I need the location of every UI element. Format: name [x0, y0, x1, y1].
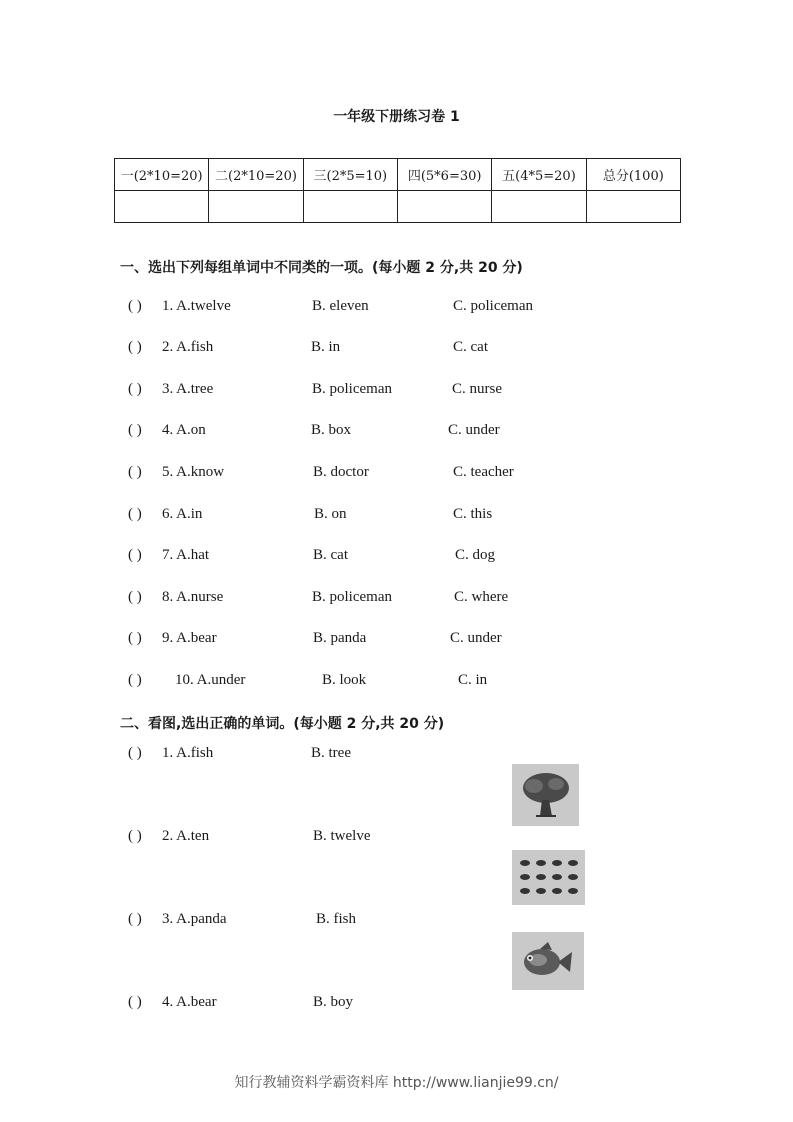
question-row	[128, 911, 588, 931]
answer-blank[interactable]: ( )	[128, 381, 142, 397]
score-entry-cell[interactable]	[115, 191, 209, 223]
option-b: B. twelve	[313, 828, 371, 844]
option-b: B. policeman	[312, 589, 392, 605]
score-entry-cell[interactable]	[492, 191, 586, 223]
option-c: C. this	[453, 506, 493, 522]
question-row	[128, 994, 588, 1014]
option-b: B. in	[311, 339, 341, 355]
score-header-cell: 二(2*10=20)	[209, 159, 303, 191]
option-c: C. under	[448, 422, 500, 438]
option-b: B. boy	[313, 994, 354, 1010]
score-header-cell: 三(2*5=10)	[303, 159, 397, 191]
answer-blank[interactable]: ( )	[128, 672, 142, 688]
option-a: 2. A.ten	[162, 828, 210, 844]
question-row	[128, 828, 588, 848]
score-header-cell: 四(5*6=30)	[397, 159, 491, 191]
option-a: 9. A.bear	[162, 630, 217, 646]
score-entry-cell[interactable]	[303, 191, 397, 223]
option-a: 1. A.twelve	[162, 298, 231, 314]
option-a: 4. A.bear	[162, 994, 217, 1010]
tree-icon	[512, 764, 579, 826]
footer-watermark: 知行教辅资料学霸资料库 http://www.lianjie99.cn/	[234, 1075, 559, 1091]
answer-blank[interactable]: ( )	[128, 745, 142, 761]
option-b: B. eleven	[312, 298, 369, 314]
option-a: 8. A.nurse	[162, 589, 224, 605]
score-header-cell: 总分(100)	[586, 159, 680, 191]
option-b: B. on	[314, 506, 347, 522]
score-table-entry-row	[115, 191, 681, 223]
option-b: B. fish	[316, 911, 357, 927]
score-entry-cell[interactable]	[397, 191, 491, 223]
answer-blank[interactable]: ( )	[128, 630, 142, 646]
score-header-cell: 五(4*5=20)	[492, 159, 586, 191]
option-b: B. cat	[313, 547, 348, 563]
option-a: 5. A.know	[162, 464, 225, 480]
answer-blank[interactable]: ( )	[128, 589, 142, 605]
answer-blank[interactable]: ( )	[128, 911, 142, 927]
answer-blank[interactable]: ( )	[128, 506, 142, 522]
question-row	[128, 672, 588, 692]
score-header-cell: 一(2*10=20)	[115, 159, 209, 191]
section-2-heading: 二、看图,选出正确的单词。(每小题 2 分,共 20 分)	[120, 716, 445, 732]
question-row	[128, 381, 588, 401]
question-row	[128, 589, 588, 609]
tree-picture	[512, 764, 579, 826]
option-b: B. doctor	[313, 464, 369, 480]
answer-blank[interactable]: ( )	[128, 994, 142, 1010]
question-row	[128, 506, 588, 526]
option-a: 7. A.hat	[162, 547, 210, 563]
option-b: B. panda	[313, 630, 367, 646]
score-table	[114, 158, 681, 223]
option-a: 3. A.tree	[162, 381, 214, 397]
option-c: C. nurse	[452, 381, 502, 397]
option-c: C. policeman	[453, 298, 533, 314]
option-c: C. dog	[455, 547, 496, 563]
question-row	[128, 547, 588, 567]
option-b: B. tree	[311, 745, 351, 761]
option-b: B. box	[311, 422, 352, 438]
score-entry-cell[interactable]	[209, 191, 303, 223]
option-c: C. where	[454, 589, 509, 605]
question-row	[128, 630, 588, 650]
answer-blank[interactable]: ( )	[128, 422, 142, 438]
option-c: C. in	[458, 672, 488, 688]
option-a: 3. A.panda	[162, 911, 227, 927]
fish-picture	[512, 932, 584, 990]
birds-icon	[512, 850, 585, 905]
option-c: C. cat	[453, 339, 488, 355]
answer-blank[interactable]: ( )	[128, 298, 142, 314]
option-a: 1. A.fish	[162, 745, 214, 761]
option-b: B. look	[322, 672, 367, 688]
question-row	[128, 339, 588, 359]
answer-blank[interactable]: ( )	[128, 464, 142, 480]
answer-blank[interactable]: ( )	[128, 547, 142, 563]
section-1-heading: 一、选出下列每组单词中不同类的一项。(每小题 2 分,共 20 分)	[120, 260, 523, 276]
option-c: C. under	[450, 630, 502, 646]
twelve-birds-picture	[512, 850, 585, 905]
score-table-header-row	[115, 159, 681, 191]
score-entry-cell[interactable]	[586, 191, 680, 223]
question-row	[128, 464, 588, 484]
question-row	[128, 298, 588, 318]
answer-blank[interactable]: ( )	[128, 339, 142, 355]
option-a: 4. A.on	[162, 422, 206, 438]
page-title: 一年级下册练习卷 1	[333, 109, 460, 125]
option-b: B. policeman	[312, 381, 392, 397]
option-a: 6. A.in	[162, 506, 203, 522]
answer-blank[interactable]: ( )	[128, 828, 142, 844]
option-a: 2. A.fish	[162, 339, 214, 355]
question-row	[128, 745, 588, 765]
option-c: C. teacher	[453, 464, 514, 480]
fish-icon	[512, 932, 584, 990]
question-row	[128, 422, 588, 442]
option-a: 10. A.under	[175, 672, 246, 688]
